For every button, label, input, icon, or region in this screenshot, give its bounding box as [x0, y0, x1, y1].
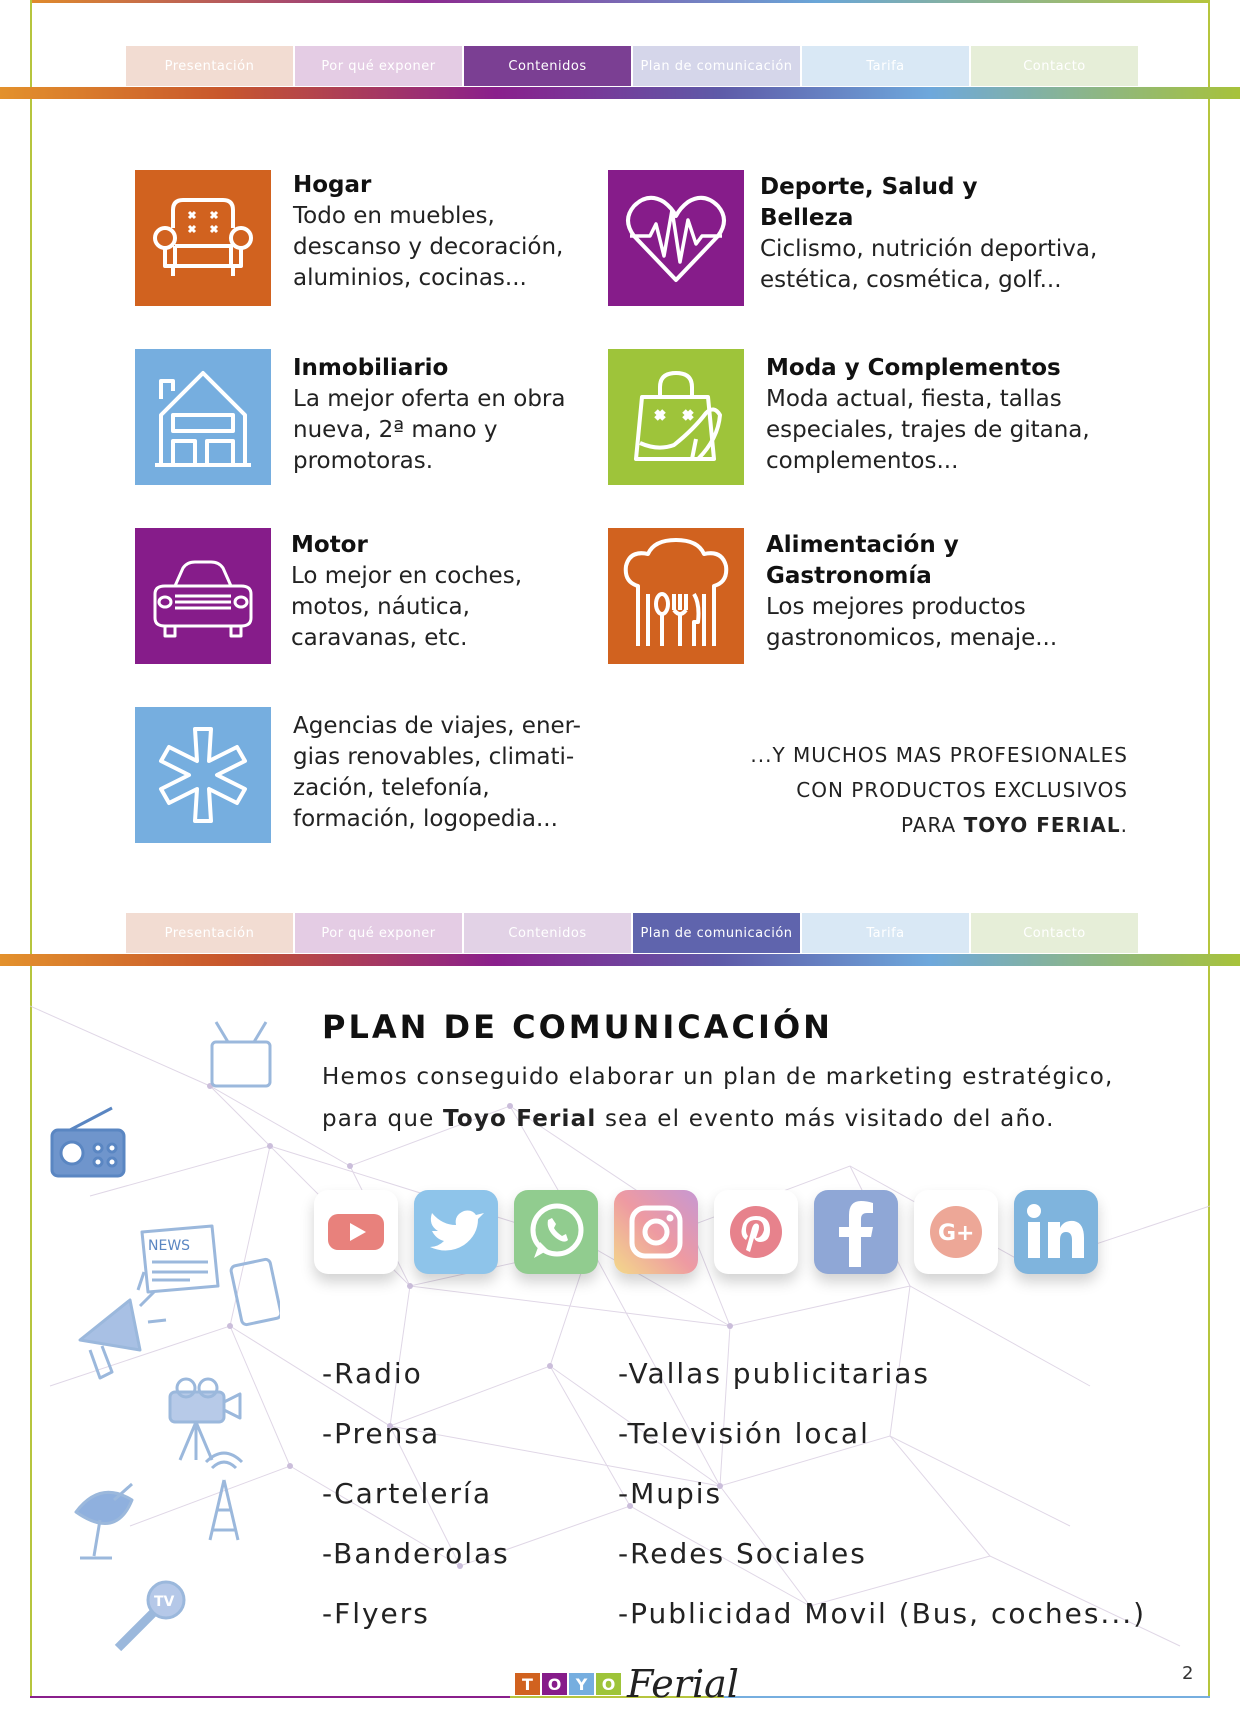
antenna-tower-icon	[206, 1453, 242, 1540]
tab-tarifa[interactable]: Tarifa	[802, 913, 969, 953]
tab-contenidos[interactable]: Contenidos	[464, 913, 631, 953]
media-item: -Vallas publicitarias	[618, 1357, 931, 1390]
category-desc-line: Todo en muebles,	[293, 203, 495, 229]
tab-presentacion[interactable]: Presentación	[126, 46, 293, 86]
category-desc-line: motos, náutica,	[291, 594, 470, 620]
instagram-icon[interactable]	[614, 1190, 698, 1274]
heart-pulse-icon	[608, 170, 744, 306]
media-item: -Prensa	[322, 1417, 441, 1450]
category-moda	[608, 349, 1090, 485]
tv-icon	[212, 1022, 270, 1086]
category-title: Inmobiliario	[293, 355, 449, 381]
whatsapp-icon[interactable]	[514, 1190, 598, 1274]
tab-plan-de-comunicacion[interactable]: Plan de comunicación	[633, 46, 800, 86]
media-item: -Publicidad Movil (Bus, coches...)	[618, 1597, 1147, 1630]
category-otros	[135, 707, 581, 843]
more-professionals-note: ...Y MUCHOS MAS PROFESIONALES CON PRODUCTOS EXCLUSIVOS PARA TOYO FERIAL.	[750, 743, 1128, 837]
facebook-icon[interactable]	[814, 1190, 898, 1274]
category-desc-line: caravanas, etc.	[291, 625, 468, 651]
tab-plan-de-comunicacion[interactable]: Plan de comunicación	[633, 913, 800, 953]
category-desc-line: Agencias de viajes, ener-	[293, 713, 581, 739]
category-desc-line: La mejor oferta en obra	[293, 386, 566, 412]
camera-icon	[170, 1379, 240, 1460]
brand-name: Toyo Ferial	[443, 1106, 597, 1132]
megaphone-icon	[80, 1272, 166, 1378]
category-desc-line: estética, cosmética, golf...	[760, 267, 1062, 293]
category-alimentacion	[608, 528, 1057, 664]
media-item: -Mupis	[618, 1477, 723, 1510]
brand-name: TOYO FERIAL	[963, 813, 1121, 837]
category-desc-line: Los mejores productos	[766, 594, 1026, 620]
twitter-icon[interactable]	[414, 1190, 498, 1274]
side-media-icons	[40, 1000, 280, 1660]
asterisk-icon	[135, 707, 271, 843]
category-desc-line: zación, telefonía,	[293, 775, 490, 801]
media-list-left	[322, 1344, 510, 1644]
house-icon	[135, 349, 271, 485]
tab-contacto[interactable]: Contacto	[971, 913, 1138, 953]
category-title: Motor	[291, 532, 368, 558]
satellite-dish-icon	[76, 1484, 132, 1558]
category-inmobiliario	[135, 349, 565, 485]
tab-por-que-exponer[interactable]: Por qué exponer	[295, 913, 462, 953]
microphone-tv-icon	[118, 1582, 184, 1648]
youtube-icon[interactable]	[314, 1190, 398, 1274]
color-stripe	[0, 87, 1240, 99]
tab-presentacion[interactable]: Presentación	[126, 913, 293, 953]
category-title-2: Gastronomía	[766, 563, 932, 589]
tab-por-que-exponer[interactable]: Por qué exponer	[295, 46, 462, 86]
top-nav	[126, 46, 1138, 86]
category-desc-line: gias renovables, climati-	[293, 744, 575, 770]
plan-description: Hemos conseguido elaborar un plan de marketing estratégico, para que Toyo Ferial sea el evento más visitado del año.	[322, 1064, 1114, 1132]
linkedin-icon[interactable]	[1014, 1190, 1098, 1274]
svg-text:TV: TV	[154, 1594, 175, 1610]
category-desc-line: Ciclismo, nutrición deportiva,	[760, 236, 1098, 262]
tab-tarifa[interactable]: Tarifa	[802, 46, 969, 86]
tablet-icon	[230, 1258, 280, 1325]
newspaper-icon	[142, 1226, 218, 1292]
category-desc-line: Lo mejor en coches,	[291, 563, 522, 589]
category-title: Hogar	[293, 172, 372, 198]
category-title-2: Belleza	[760, 205, 854, 231]
color-stripe	[0, 954, 1240, 966]
media-item: -Televisión local	[618, 1417, 870, 1450]
radio-icon	[52, 1108, 124, 1176]
svg-text:NEWS: NEWS	[148, 1238, 191, 1254]
category-title: Moda y Complementos	[766, 355, 1061, 381]
tab-contacto[interactable]: Contacto	[971, 46, 1138, 86]
category-desc-line: promotoras.	[293, 448, 434, 474]
media-item: -Radio	[322, 1357, 423, 1390]
category-motor	[135, 528, 522, 664]
media-item: -Cartelería	[322, 1477, 492, 1510]
category-title: Deporte, Salud y	[760, 174, 978, 200]
category-desc-line: aluminios, cocinas...	[293, 265, 527, 291]
media-item: -Flyers	[322, 1597, 430, 1630]
bag-shoe-icon	[608, 349, 744, 485]
car-icon	[135, 528, 271, 664]
category-desc-line: especiales, trajes de gitana,	[766, 417, 1090, 443]
category-desc-line: formación, logopedia...	[293, 806, 558, 832]
footer-line-right	[724, 1696, 1210, 1698]
media-item: -Banderolas	[322, 1537, 510, 1570]
category-desc-line: complementos...	[766, 448, 959, 474]
category-desc-line: gastronomicos, menaje...	[766, 625, 1058, 651]
page-number: 2	[1182, 1663, 1194, 1684]
category-deporte	[608, 170, 1097, 306]
category-desc-line: nueva, 2ª mano y	[293, 417, 498, 443]
google-plus-icon[interactable]	[914, 1190, 998, 1274]
chef-hat-icon	[608, 528, 744, 664]
social-icons-row	[314, 1190, 1098, 1274]
media-list-right	[618, 1344, 1146, 1644]
category-hogar	[135, 170, 563, 306]
media-item: -Redes Sociales	[618, 1537, 867, 1570]
tab-contenidos[interactable]: Contenidos	[464, 46, 631, 86]
toyo-ferial-logo: T O Y O Ferial	[515, 1662, 739, 1706]
plan-title: PLAN DE COMUNICACIÓN	[322, 1008, 833, 1046]
category-title: Alimentación y	[766, 532, 959, 558]
category-desc-line: descanso y decoración,	[293, 234, 564, 260]
bottom-nav	[126, 913, 1138, 953]
armchair-icon	[135, 170, 271, 306]
category-desc-line: Moda actual, fiesta, tallas	[766, 386, 1062, 412]
svg-text:G+: G+	[938, 1221, 975, 1246]
footer-line-left	[30, 1696, 510, 1698]
pinterest-icon[interactable]	[714, 1190, 798, 1274]
